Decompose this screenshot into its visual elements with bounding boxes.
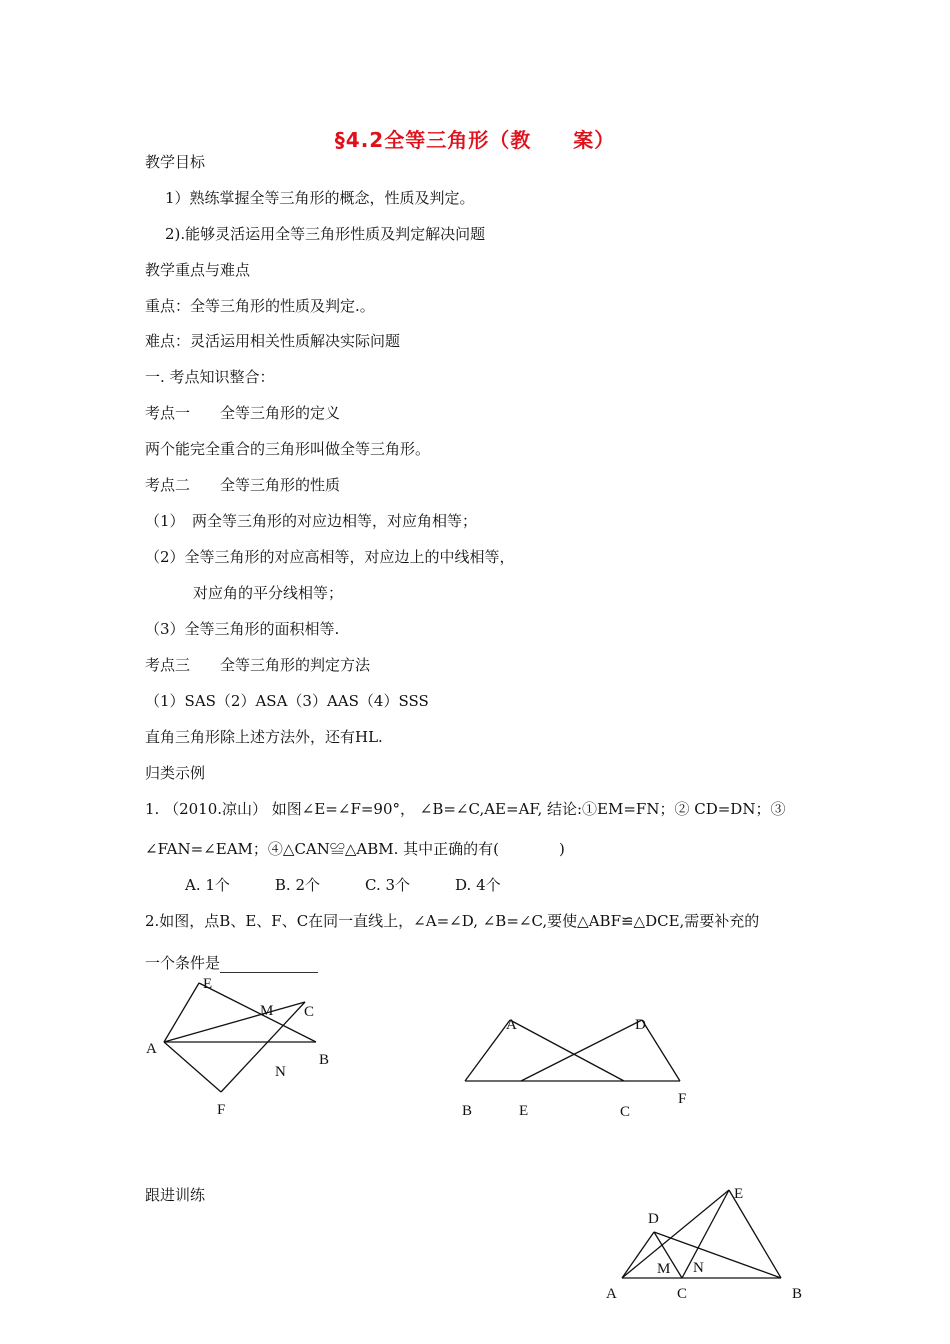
label-b: B xyxy=(792,1286,803,1302)
topic-3-heading: 考点三 全等三角形的判定方法 xyxy=(145,656,371,674)
section-heading: 教学重点与难点 xyxy=(145,261,251,279)
segment-ed xyxy=(521,1020,642,1081)
segment-df xyxy=(642,1020,680,1081)
label-a: A xyxy=(506,1017,517,1033)
question-1-options: A. 1个 B. 2个 C. 3个 D. 4个 xyxy=(185,876,501,894)
question-2: 2.如图，点B、E、F、C在同一直线上，∠A=∠D, ∠B=∠C,要使△ABF≌△DCE,需要补充的 xyxy=(145,912,760,930)
section-heading: 跟进训练 xyxy=(145,1186,206,1204)
criteria: （1）SAS（2）ASA（3）AAS（4）SSS xyxy=(145,692,429,710)
section-heading: 归类示例 xyxy=(145,764,206,782)
label-a: A xyxy=(146,1041,157,1057)
hl-note: 直角三角形除上述方法外，还有HL. xyxy=(145,728,383,746)
label-a: A xyxy=(606,1286,617,1302)
segment-af xyxy=(164,1042,221,1092)
label-m: M xyxy=(657,1261,671,1277)
segment-ba xyxy=(465,1020,510,1081)
property-2: （2）全等三角形的对应高相等，对应边上的中线相等， xyxy=(145,548,515,566)
label-n: N xyxy=(275,1064,286,1080)
question-1: 1. （2010.凉山） 如图∠E=∠F=90°， ∠B=∠C,AE=AF, 结论:①EM=FN；② CD=DN；③ xyxy=(145,800,786,818)
key-point: 重点：全等三角形的性质及判定.。 xyxy=(145,297,375,315)
segment-ce xyxy=(682,1190,729,1278)
label-c: C xyxy=(620,1104,631,1120)
label-e: E xyxy=(519,1103,529,1119)
label-e: E xyxy=(734,1186,744,1202)
segment-ac xyxy=(164,1002,305,1042)
label-f: F xyxy=(217,1102,226,1118)
figure-1 xyxy=(164,983,316,1092)
segment-eb xyxy=(729,1190,781,1278)
objective-1: 1）熟练掌握全等三角形的概念，性质及判定。 xyxy=(165,189,475,207)
label-m: M xyxy=(260,1003,274,1019)
label-d: D xyxy=(648,1211,659,1227)
label-b: B xyxy=(462,1103,473,1119)
topic-1-text: 两个能完全重合的三角形叫做全等三角形。 xyxy=(145,440,431,458)
property-2-cont: 对应角的平分线相等； xyxy=(193,584,344,602)
label-c: C xyxy=(677,1286,688,1302)
label-b: B xyxy=(319,1052,330,1068)
page-title: §4.2全等三角形（教 案） xyxy=(334,128,616,152)
label-c: C xyxy=(304,1004,315,1020)
label-e: E xyxy=(203,976,213,992)
label-d: D xyxy=(635,1017,646,1033)
question-2-prompt: 一个条件是 xyxy=(145,954,221,972)
property-1: （1） 两全等三角形的对应边相等，对应角相等； xyxy=(145,512,478,530)
segment-db xyxy=(654,1232,781,1278)
objective-2: 2).能够灵活运用全等三角形性质及判定解决问题 xyxy=(165,225,486,243)
topic-1-heading: 考点一 全等三角形的定义 xyxy=(145,404,341,422)
segment-ac xyxy=(510,1020,624,1081)
figure-2 xyxy=(465,1020,680,1081)
segment-ae xyxy=(622,1190,729,1278)
difficulty: 难点：灵活运用相关性质解决实际问题 xyxy=(145,332,401,350)
property-3: （3）全等三角形的面积相等. xyxy=(145,620,340,638)
topic-2-heading: 考点二 全等三角形的性质 xyxy=(145,476,341,494)
label-n: N xyxy=(693,1260,704,1276)
section-heading: 教学目标 xyxy=(145,153,206,171)
section-heading: 一. 考点知识整合： xyxy=(145,368,275,386)
segment-eb xyxy=(199,983,316,1042)
question-1-cont: ∠FAN=∠EAM；④△CAN≌△ABM. 其中正确的有( ) xyxy=(145,840,565,858)
label-f: F xyxy=(678,1091,687,1107)
